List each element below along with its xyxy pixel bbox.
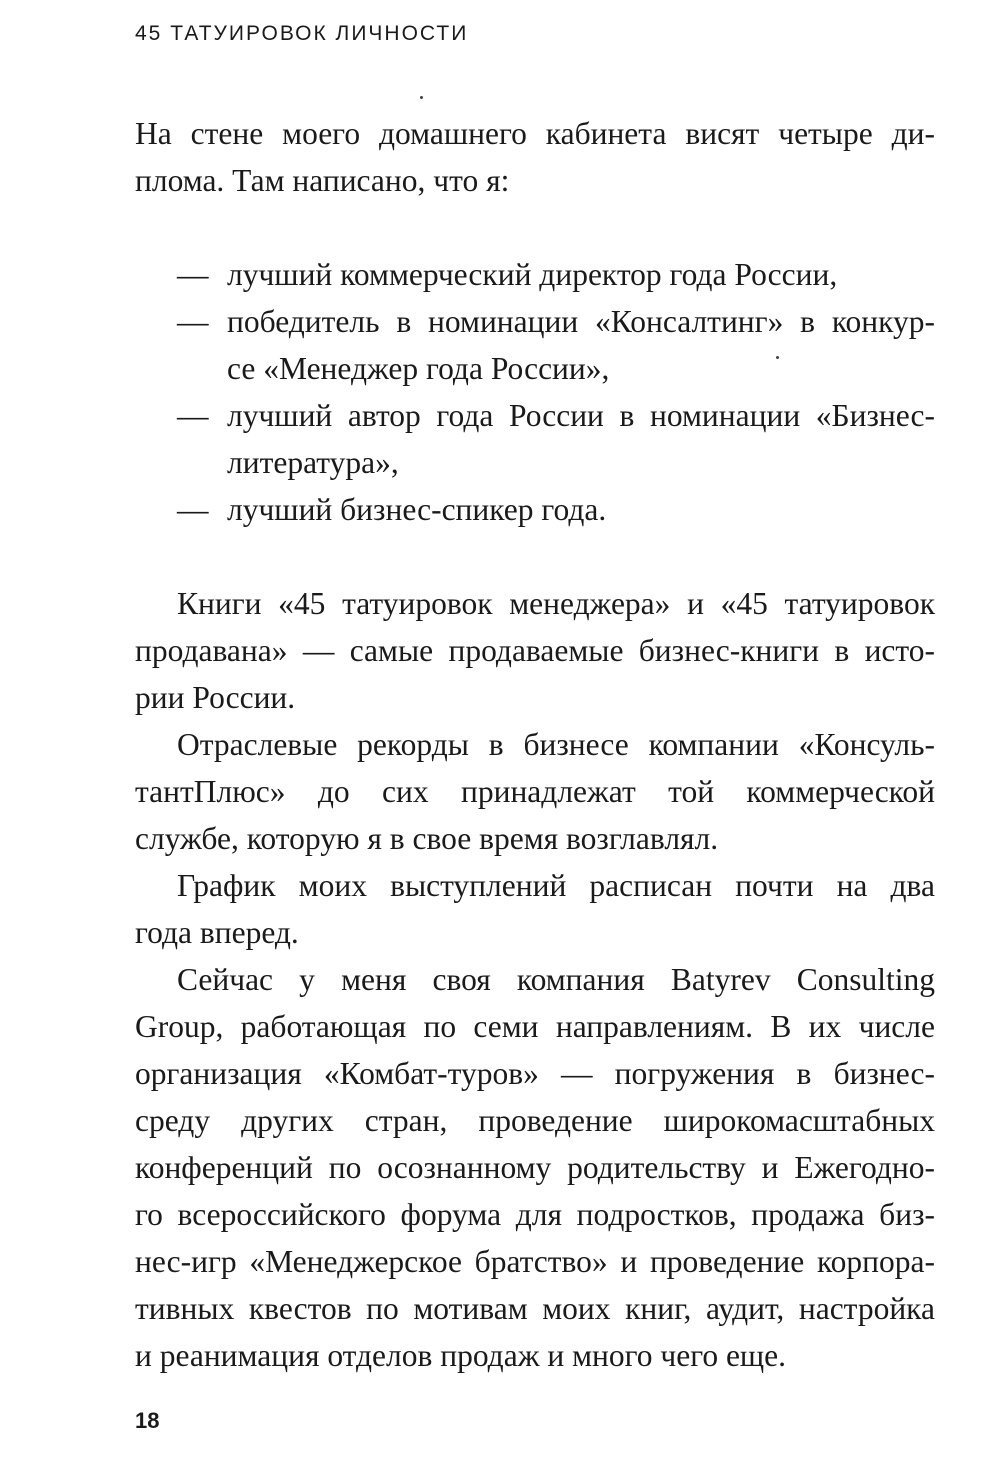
page-number: 18 bbox=[135, 1408, 160, 1433]
text-line: лучший автор года России в номинации «Бизнес- bbox=[227, 398, 935, 433]
text-line: График моих выступлений расписан почти на два bbox=[177, 868, 935, 903]
text-line: победитель в номинации «Консалтинг» в конкур- bbox=[227, 304, 935, 339]
text-line: Сейчас у меня своя компания Batyrev Consulting bbox=[177, 962, 935, 997]
text-line: года вперед. bbox=[135, 915, 299, 950]
text-line: Group, работающая по семи направлениям. В их числе bbox=[135, 1009, 935, 1044]
text-line: конференций по осознанному родительству и Ежегодно- bbox=[135, 1150, 935, 1185]
text-line: тантПлюс» до сих принадлежат той коммерческой bbox=[135, 774, 935, 809]
paragraph-company bbox=[135, 956, 935, 1379]
dash-marker: — bbox=[177, 398, 209, 433]
text-line: организация «Комбат-туров» — погружения в бизнес- bbox=[135, 1056, 935, 1091]
text-line: лучший бизнес-спикер года. bbox=[227, 492, 607, 527]
list-item bbox=[135, 392, 935, 486]
scan-speck bbox=[420, 96, 423, 99]
text-line: продавана» — самые продаваемые бизнес-книги в исто- bbox=[135, 633, 935, 668]
text-line: тивных квестов по мотивам моих книг, аудит, настройка bbox=[135, 1291, 935, 1326]
paragraph-books bbox=[135, 580, 935, 721]
list-item bbox=[135, 486, 935, 533]
paragraph-diplomas-intro bbox=[135, 110, 935, 204]
list-item bbox=[135, 251, 935, 298]
page-body bbox=[135, 110, 935, 1379]
diplomas-list bbox=[135, 251, 935, 533]
spacer bbox=[135, 204, 935, 251]
text-line: службе, которую я в свое время возглавлял. bbox=[135, 821, 719, 856]
text-line: Книги «45 татуировок менеджера» и «45 татуировок bbox=[177, 586, 935, 621]
text-line: се «Менеджер года России», bbox=[227, 351, 610, 386]
dash-marker: — bbox=[177, 257, 209, 292]
paragraph-records bbox=[135, 721, 935, 862]
text-line: рии России. bbox=[135, 680, 296, 715]
text-line: На стене моего домашнего кабинета висят четыре ди- bbox=[135, 116, 935, 151]
text-line: го всероссийского форума для подростков, продажа биз- bbox=[135, 1197, 935, 1232]
text-line: лучший коммерческий директор года России, bbox=[227, 257, 838, 292]
text-line: среду других стран, проведение широкомасштабных bbox=[135, 1103, 935, 1138]
running-header: 45 ТАТУИРОВОК ЛИЧНОСТИ bbox=[135, 22, 469, 45]
spacer bbox=[135, 533, 935, 580]
text-line: и реанимация отделов продаж и много чего еще. bbox=[135, 1338, 787, 1373]
paragraph-schedule bbox=[135, 862, 935, 956]
text-line: Отраслевые рекорды в бизнесе компании «Консуль- bbox=[177, 727, 935, 762]
dash-marker: — bbox=[177, 304, 209, 339]
text-line: плома. Там написано, что я: bbox=[135, 163, 510, 198]
text-line: нес-игр «Менеджерское братство» и проведение корпора- bbox=[135, 1244, 935, 1279]
text-line: литература», bbox=[227, 445, 399, 480]
dash-marker: — bbox=[177, 492, 209, 527]
list-item bbox=[135, 298, 935, 392]
